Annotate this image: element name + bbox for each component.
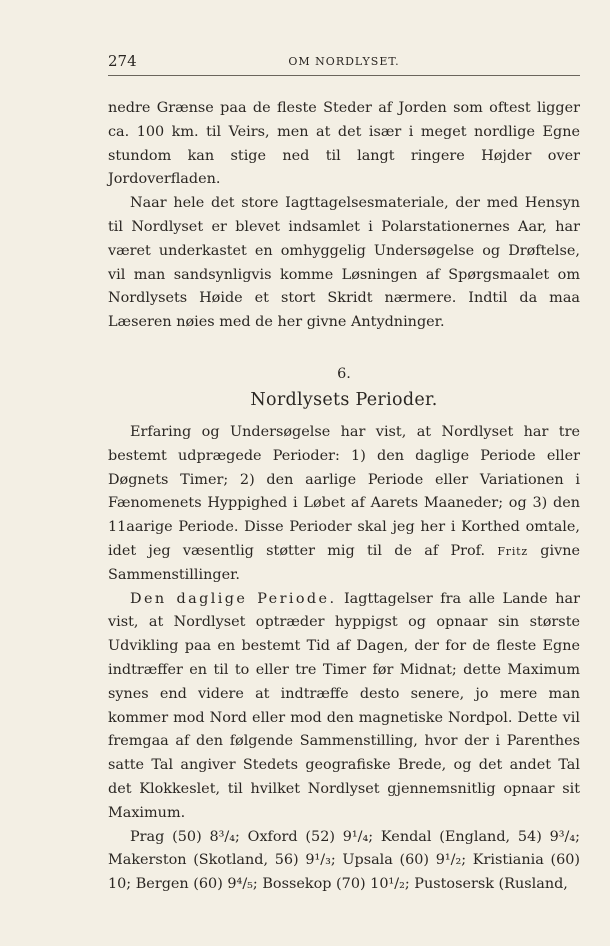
- paragraph-places-list: Prag (50) 8³/₄; Oxford (52) 9¹/₄; Kendal (England, 54) 9³/₄; Makerston (Skotland, 56) 9¹/₃; Upsala (60) 9¹/₂; Kristiania (60) 10; Bergen (60) 9⁴/₅; Bossekop (70) 10¹/₂; Pustosersk (Rusland,: [108, 828, 580, 893]
- text-block-top: [108, 97, 580, 335]
- paragraph-daily-period: [108, 588, 580, 826]
- paragraph-continuation: nedre Grænse paa de fleste Steder af Jorden som oftest ligger ca. 100 km. til Veirs, men at det især i meget nordlige Egne stundom kan stige ned til langt ringere Højder over Jordoverfladen.: [108, 100, 580, 188]
- running-title: OM NORDLYSET.: [288, 55, 400, 68]
- running-head: [108, 52, 580, 74]
- section-number: 6.: [337, 366, 351, 382]
- paragraph-periods-text-1: Erfaring og Undersøgelse har vist, at Nordlyset har tre bestemt udprægede Perioder: 1) den daglige Periode eller Døgnets Timer; 2) den aarlige Periode eller Variationen i Fænomenets Hyppighed i Løbet af Aarets Maaneder; og 3) den 11aarige Periode. Disse Perioder skal jeg her i Korthed omtale, idet jeg væsentlig støtter mig til de af Prof.: [108, 424, 580, 559]
- paragraph-periods: [108, 421, 580, 588]
- daily-period-heading: Den daglige Periode.: [130, 590, 337, 607]
- author-name-smallcaps: Fritz: [497, 544, 528, 558]
- text-block-bottom: [108, 421, 580, 897]
- daily-period-text: Iagttagelser fra alle Lande har vist, at Nordlyset optræder hyppigst og opnaar sin største Udvikling paa en bestemt Tid af Dagen, der for de fleste Egne indtræffer en til to eller tre Timer før Midnat; dette Maximum synes end videre at indtræffe desto senere, jo mere man kommer mod Nord eller mod den magnetiske Nordpol. Dette vil fremgaa af den følgende Sammenstilling, hvor der i Parenthes satte Tal angiver Stedets geografiske Brede, og det andet Tal det Klokkeslet, til hvilket Nordlyset gjennemsnitlig opnaar sit Maximum.: [108, 590, 580, 821]
- paragraph-periods-text-2: givne Sammenstillinger.: [108, 542, 580, 583]
- section-title: Nordlysets Perioder.: [250, 390, 438, 410]
- paragraph-observation-material: Naar hele det store Iagttagelsesmateriale, der med Hensyn til Nordlyset er blevet indsamlet i Polarstationernes Aar, har været underkastet en omhyggelig Undersøgelse og Drøftelse, vil man sandsynligvis komme Løsningen af Spørgsmaalet om Nordlysets Høide et stort Skridt nærmere. Indtil da maa Læseren nøies med de her givne Antydninger.: [108, 195, 580, 331]
- header-rule: [108, 75, 580, 76]
- page-number: 274: [108, 52, 137, 70]
